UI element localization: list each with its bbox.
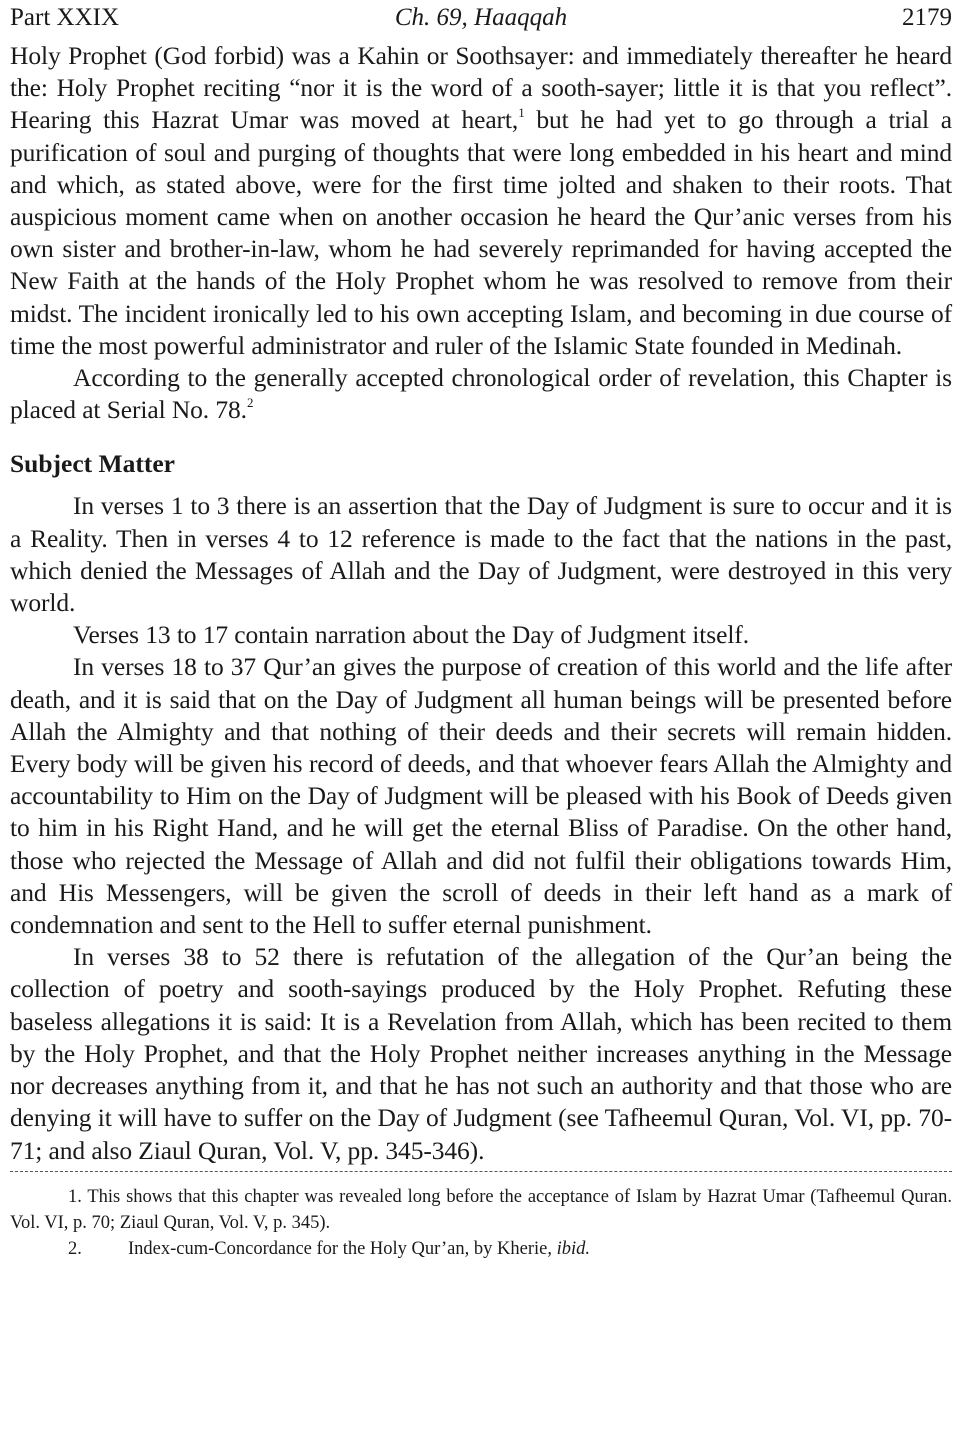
book-page (10, 0, 952, 1262)
subject-matter-section (10, 490, 952, 1166)
running-head (10, 0, 952, 36)
intro-section (10, 40, 952, 426)
subject-paragraph: In verses 38 to 52 there is refutation of the allegation of the Qur’an being the collection of poetry and sooth-sayings produced by the Holy Prophet. Refuting these baseless allegations it is said: It is a Revelation from Allah, which has been recited to them by the Holy Prophet, and that the Holy Prophet neither increases anything in the Message nor decreases anything from it, and that he has not such an authority and that those who are denying it will have to suffer on the Day of Judgment (see Tafheemul Quran, Vol. VI, pp. 70-71; and also Ziaul Quran, Vol. V, pp. 345-346). (10, 942, 952, 1165)
subject-paragraph: Verses 13 to 17 contain narration about the Day of Judgment itself. (73, 620, 749, 650)
part-label: Part XXIX (10, 4, 120, 31)
footnote-ref-2: 2 (246, 394, 254, 410)
intro-paragraph-1-continued: but he had yet to go through a trial a purification of soul and purging of thoughts that were long embedded in his heart and mind and which, as stated above, were for the first time jolted and shaken to their roots. That auspicious moment came when on another occasion he heard the Qur’anic verses from his own sister and brother-in-law, whom he had severely reprimanded for having accepted the New Faith at the hands of the Holy Prophet whom he was resolved to remove from their midst. The incident ironically led to his own accepting Islam, and becoming in due course of time the most powerful administrator and ruler of the Islamic State founded in Medinah. (10, 105, 952, 360)
footnote-2-ibid: ibid. (556, 1238, 591, 1259)
intro-paragraph-2 (10, 362, 952, 426)
subject-paragraph: In verses 1 to 3 there is an assertion that the Day of Judgment is sure to occur and it is a Reality. Then in verses 4 to 12 reference is made to the fact that the nations in the past, which denied the Messages of Allah and the Day of Judgment, were destroyed in this very world. (10, 491, 952, 618)
footnote-divider (10, 1171, 952, 1172)
section-heading: Subject Matter (10, 449, 175, 479)
footnote-1: 1. This shows that this chapter was revealed long before the acceptance of Islam by Hazrat Umar (Tafheemul Quran. Vol. VI, p. 70; Ziaul Quran, Vol. V, p. 345). (10, 1186, 952, 1233)
footnote-2-number: 2. (68, 1238, 82, 1259)
footnote-2 (10, 1236, 952, 1262)
footnote-2-text: Index-cum-Concordance for the Holy Qur’an, by Kherie, (128, 1238, 557, 1259)
intro-paragraph-1-text: Holy Prophet (God forbid) was a Kahin or Soothsayer: and immediately thereafter he heard the: Holy Prophet reciting “nor it is the word of a sooth-sayer; little it is that you reflect”. Hearing this Hazrat Umar was moved at heart, (10, 41, 952, 135)
intro-paragraph-2-text: According to the generally accepted chronological order of revelation, this Chapter is placed at Serial No. 78. (10, 363, 952, 425)
page-number: 2179 (902, 4, 952, 31)
intro-paragraph-1 (10, 40, 952, 362)
footnote-ref-1: 1 (518, 104, 525, 120)
footnotes (10, 1184, 952, 1262)
subject-paragraph: In verses 18 to 37 Qur’an gives the purpose of creation of this world and the life after death, and it is said that on the Day of Judgment all human beings will be presented before Allah the Almighty and that nothing of their deeds and their secrets will remain hidden. Every body will be given his record of deeds, and that whoever fears Allah the Almighty and accountability to Him on the Day of Judgment will be pleased with his Book of Deeds given to him in his Right Hand, and he will get the eternal Bliss of Paradise. On the other hand, those who rejected the Message of Allah and did not fulfil their obligations towards Him, and His Messengers, will be given the scroll of deeds in their left hand as a mark of condemnation and sent to the Hell to suffer eternal punishment. (10, 652, 952, 940)
chapter-title: Ch. 69, Haaqqah (394, 4, 568, 31)
